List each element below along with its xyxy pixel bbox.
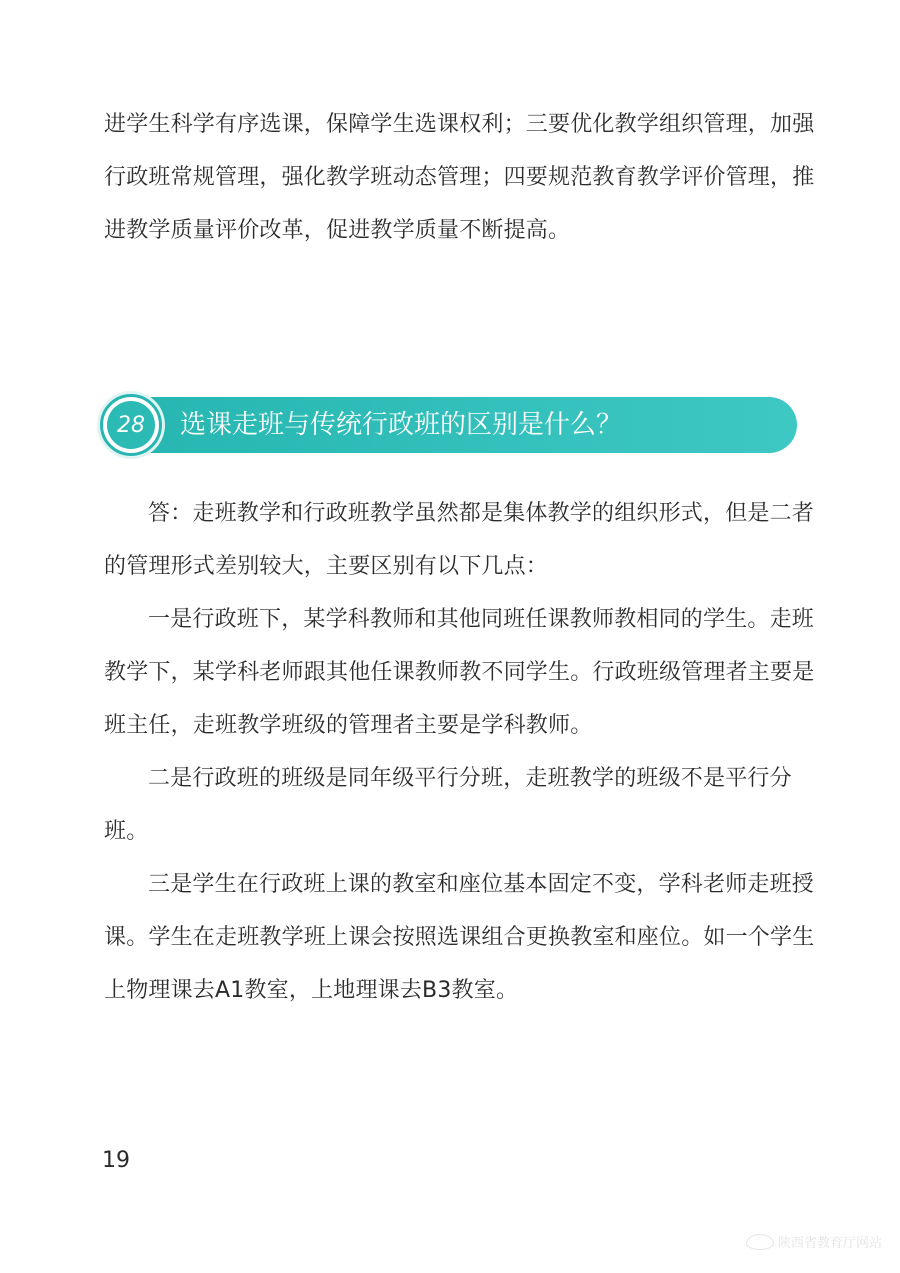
answer-line: 三是学生在行政班上课的教室和座位基本固定不变，学科老师走班授	[148, 872, 815, 897]
watermark-text: 陕西省教育厅网站	[777, 1236, 882, 1251]
watermark-logo-icon	[746, 1234, 774, 1250]
question-heading	[100, 394, 800, 456]
answer-line: 答：走班教学和行政班教学虽然都是集体教学的组织形式，但是二者	[148, 501, 815, 526]
answer-line: 一是行政班下，某学科教师和其他同班任课教师教相同的学生。走班	[148, 607, 815, 632]
answer-line: 教学下，某学科老师跟其他任课教师教不同学生。行政班级管理者主要是	[104, 660, 815, 685]
answer-line: 班主任，走班教学班级的管理者主要是学科教师。	[104, 713, 593, 738]
paragraph-line: 进学生科学有序选课，保障学生选课权利；三要优化教学组织管理，加强	[104, 112, 815, 137]
answer-body	[104, 487, 815, 1017]
paragraph-line: 进教学质量评价改革，促进教学质量不断提高。	[104, 218, 571, 243]
paragraph-line: 行政班常规管理，强化教学班动态管理；四要规范教育教学评价管理，推	[104, 165, 815, 190]
question-number: 28	[107, 401, 155, 449]
top-paragraph	[104, 98, 815, 257]
answer-line: 班。	[104, 819, 149, 844]
answer-line: 课。学生在走班教学班上课会按照选课组合更换教室和座位。如一个学生	[104, 925, 815, 950]
question-title: 选课走班与传统行政班的区别是什么？	[180, 410, 623, 440]
answer-line: 上物理课去A1教室，上地理课去B3教室。	[104, 978, 519, 1003]
answer-line: 二是行政班的班级是同年级平行分班，走班教学的班级不是平行分	[148, 766, 792, 791]
watermark	[746, 1232, 882, 1251]
answer-line: 的管理形式差别较大，主要区别有以下几点：	[104, 554, 549, 579]
question-number-badge	[100, 394, 162, 456]
page-number: 19	[102, 1148, 130, 1173]
